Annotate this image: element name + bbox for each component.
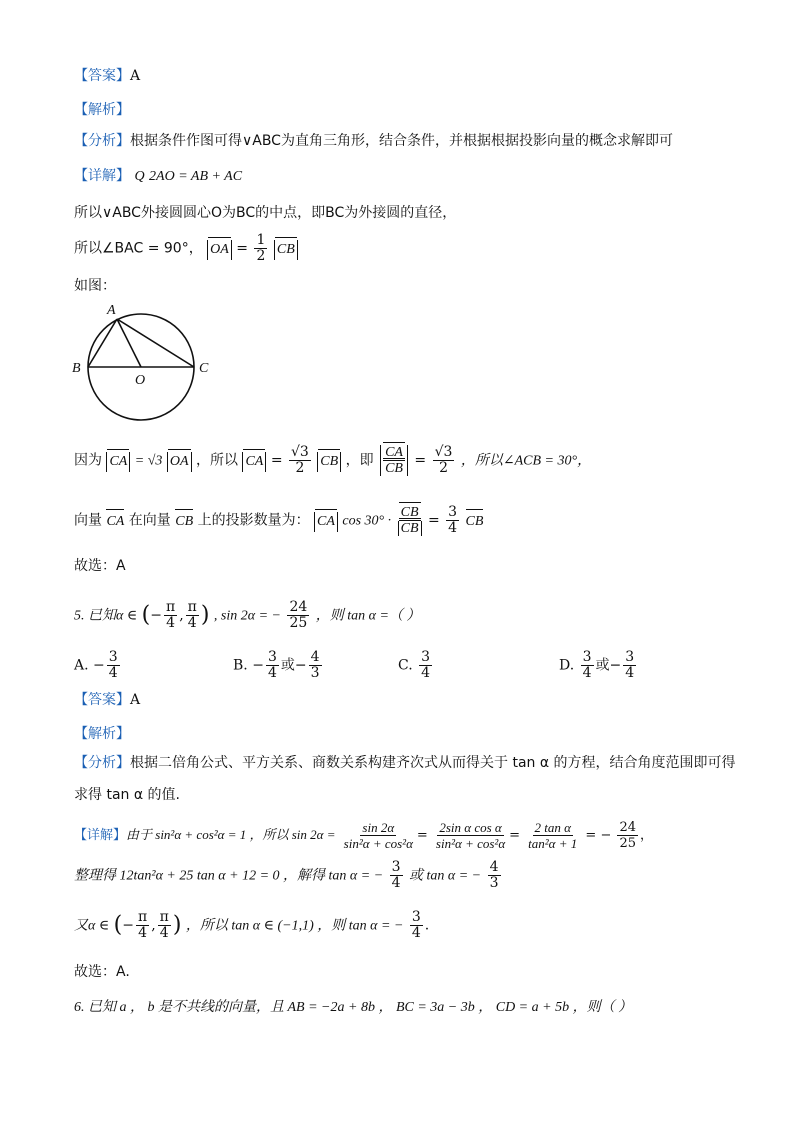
option-b: B. − $\frac{3}{4}$ 或− $\frac{4}{3}$ xyxy=(233,649,320,681)
option-a: A. − $\frac{3}{4}$ xyxy=(74,649,118,681)
analysis-line-3: 求得 tan α 的值. xyxy=(74,787,180,803)
choose-line-2: 故选：A. xyxy=(74,964,130,980)
detail-line-4: 因为 CA = √3 OA ，所以 CA = $\frac{√3}{2}$ CB ，即 $\frac{CA}{CB}$ = $\frac{√3}{2}$ ，所以∠ACB = 30°， xyxy=(74,444,592,476)
segment-ab xyxy=(88,319,117,367)
circle-figure xyxy=(70,300,220,430)
figure-caption: 如图： xyxy=(74,278,116,294)
option-c: C. $\frac{3}{4}$ xyxy=(398,649,431,681)
detail-line-5: 向量 CA 在向量 CB 上的投影数量为： CA cos 30° · $\frac{CB}{CB}$ = $\frac{3}{4}$ CB xyxy=(74,504,484,536)
option-d: D. $\frac{3}{4}$ 或− $\frac{3}{4}$ xyxy=(559,649,635,681)
detail-line-8: 又α ∈ (− $\frac{\pi}{4}$ , $\frac{\pi}{4}$ ) ，所以 tan α ∈ (−1,1) ，则 tan α = − $\frac{3}{4}$ . xyxy=(74,909,430,941)
detail-line-3: 所以∠BAC = 90°， OA = $\frac{1}{2}$ CB xyxy=(74,233,298,264)
analysis-line-1: 【分析】根据条件作图可得∨ABC为直角三角形，结合条件，并根据根据投影向量的概念求解即可 xyxy=(74,133,673,149)
label-o: O xyxy=(135,373,146,388)
answer-line-2: 【答案】A xyxy=(74,692,141,708)
detail-line-6: 【详解】由于 sin²α + cos²α = 1 ，所以 sin 2α = $\frac{\sin 2\alpha}{\text{sin²α + cos²α}}$ = $\frac{\text{2sin α cos α}}{\text{sin²α + cos²α}}$ = $\frac{\text{2 tan α}}{\text{tan²α + 1}}$ = − $\frac{24}{25}$ ， xyxy=(74,820,654,851)
analysis-header-1: 【解析】 xyxy=(74,102,130,118)
question-5: 5. 已知α ∈ (− $\frac{\pi}{4}$ , $\frac{\pi}{4}$ ) , sin 2α = − $\frac{24}{25}$ ，则 tan α =（ ） xyxy=(74,599,421,631)
choose-line-1: 故选：A xyxy=(74,558,126,574)
label-a: A xyxy=(107,303,116,318)
detail-line-1: 【详解】 Q 2AO = AB + AC xyxy=(74,168,243,184)
analysis-header-2: 【解析】 xyxy=(74,726,130,742)
detail-line-2: 所以∨ABC外接圆圆心O为BC的中点，即BC为外接圆的直径， xyxy=(74,205,457,221)
detail-line-7: 整理得 12tan²α + 25 tan α + 12 = 0 ，解得 tan α = − $\frac{3}{4}$ 或 tan α = − $\frac{4}{3}$ xyxy=(74,859,499,891)
question-6: 6. 已知 a ， b 是不共线的向量，且 AB = −2a + 8b ， BC = 3a − 3b ， CD = a + 5b ，则（ ） xyxy=(74,1000,633,1015)
analysis-line-2: 【分析】根据二倍角公式、平方关系、商数关系构建齐次式从而得关于 tan α 的方程，结合角度范围即可得 xyxy=(74,755,736,771)
label-c: C xyxy=(199,361,209,376)
label-b: B xyxy=(72,361,81,376)
answer-line-1: 【答案】A xyxy=(74,68,141,84)
